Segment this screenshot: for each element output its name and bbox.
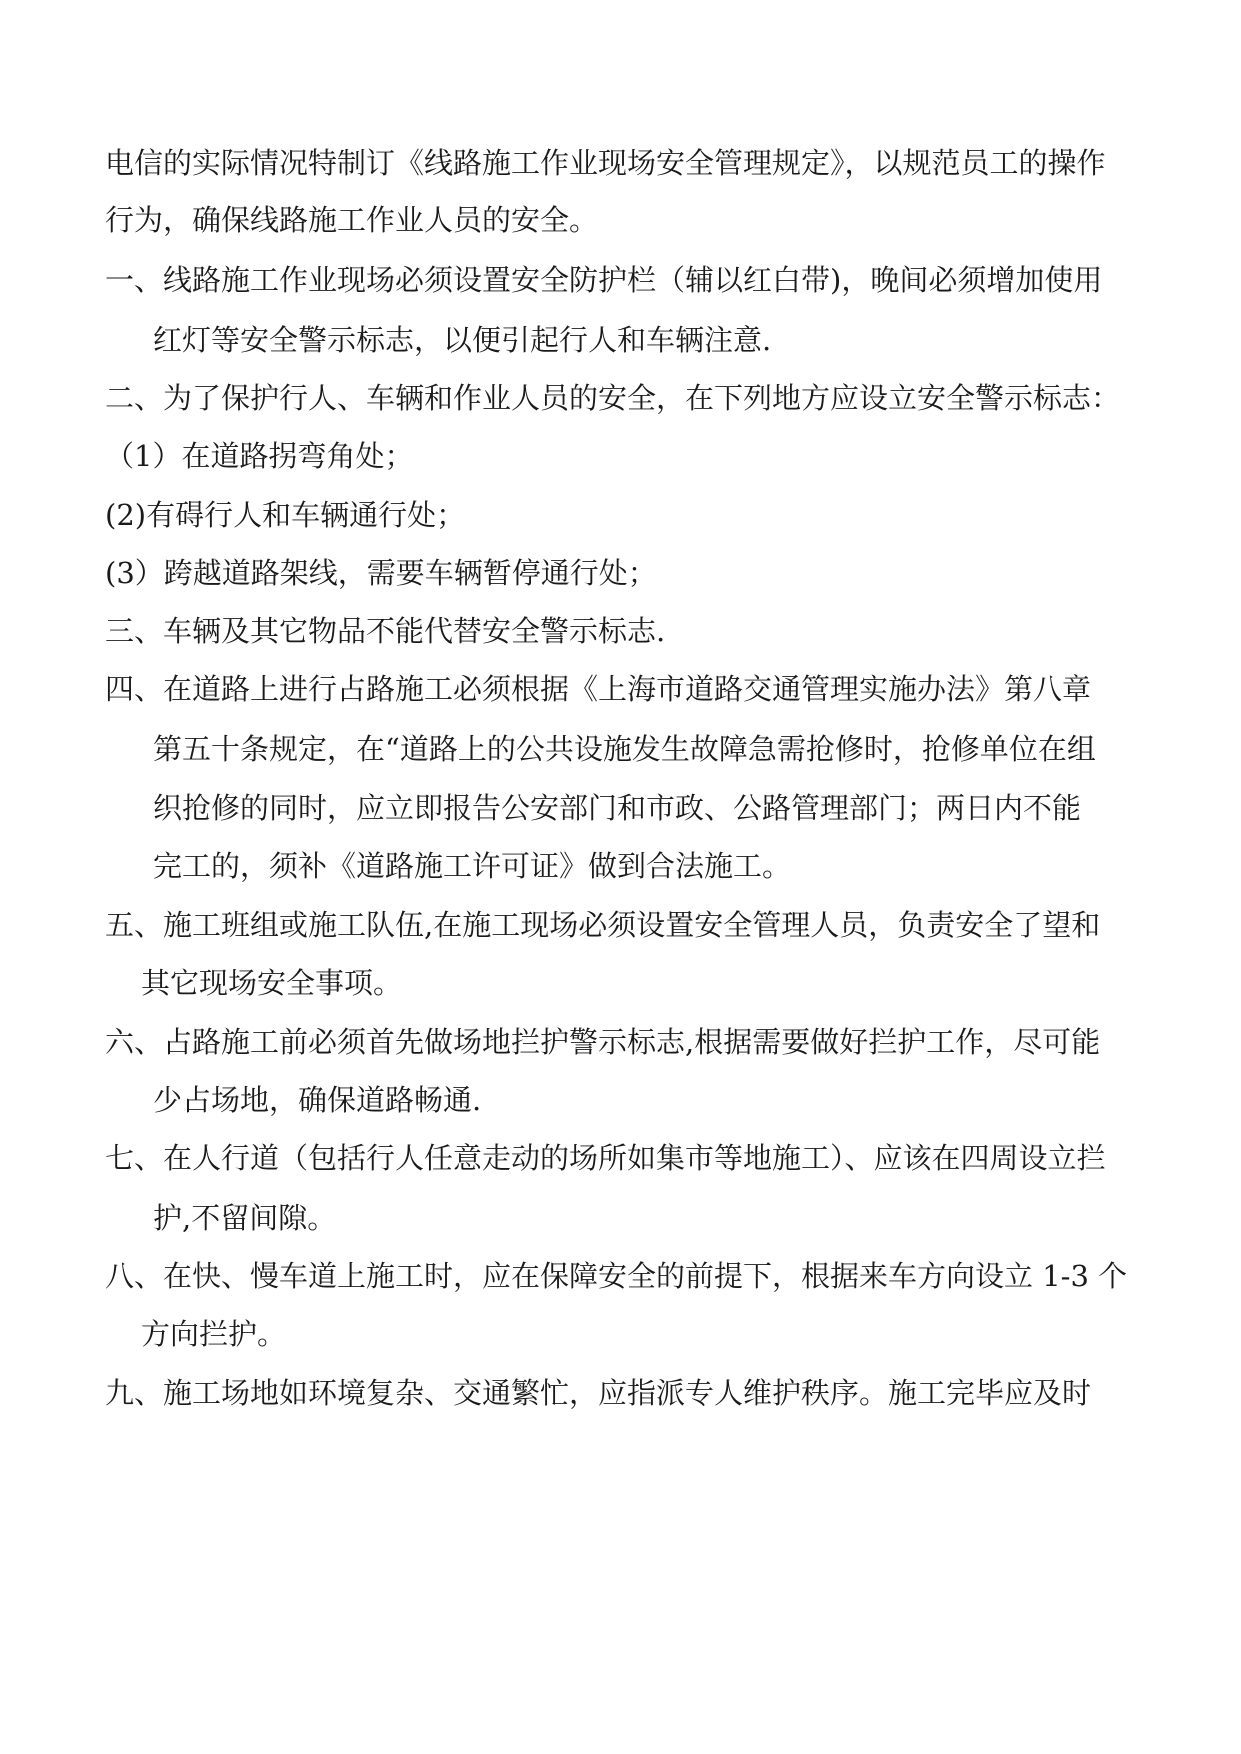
text-line: 少占场地，确保道路畅通.: [153, 1083, 482, 1117]
text-line: 红灯等安全警示标志，以便引起行人和车辆注意.: [153, 323, 772, 357]
text-line: 织抢修的同时，应立即报告公安部门和市政、公路管理部门；两日内不能: [153, 791, 1082, 825]
text-line: 行为，确保线路施工作业人员的安全。: [105, 203, 599, 237]
text-line: 九、施工场地如环境复杂、交通繁忙，应指派专人维护秩序。施工完毕应及时: [105, 1376, 1092, 1410]
text-line: 七、在人行道（包括行人任意走动的场所如集市等地施工）、应该在四周设立拦: [105, 1141, 1106, 1175]
text-line: 四、在道路上进行占路施工必须根据《上海市道路交通管理实施办法》第八章: [105, 672, 1092, 706]
text-line: 第五十条规定，在“道路上的公共设施发生故障急需抢修时，抢修单位在组: [153, 732, 1096, 766]
text-line: （1）在道路拐弯角处；: [105, 439, 414, 473]
text-line: 一、线路施工作业现场必须设置安全防护栏（辅以红白带)，晚间必须增加使用: [105, 263, 1103, 297]
text-line: 三、车辆及其它物品不能代替安全警示标志.: [105, 614, 666, 648]
text-line: 其它现场安全事项。: [141, 966, 403, 1000]
text-line: 方向拦护。: [141, 1317, 287, 1351]
text-line: (2)有碍行人和车辆通行处；: [105, 498, 466, 532]
text-line: 八、在快、慢车道上施工时，应在保障安全的前提下，根据来车方向设立 1-3 个: [105, 1259, 1128, 1293]
text-line: 二、为了保护行人、车辆和作业人员的安全，在下列地方应设立安全警示标志：: [105, 381, 1121, 415]
text-line: 护,不留间隙。: [153, 1201, 337, 1235]
text-line: 五、施工班组或施工队伍,在施工现场必须设置安全管理人员，负责安全了望和: [105, 908, 1101, 942]
text-line: 六、占路施工前必须首先做场地拦护警示标志,根据需要做好拦护工作，尽可能: [105, 1025, 1101, 1059]
text-line: 完工的，须补《道路施工许可证》做到合法施工。: [153, 849, 792, 883]
text-line: 电信的实际情况特制订《线路施工作业现场安全管理规定》，以规范员工的操作: [105, 146, 1106, 180]
text-line: (3）跨越道路架线，需要车辆暂停通行处；: [105, 556, 657, 590]
